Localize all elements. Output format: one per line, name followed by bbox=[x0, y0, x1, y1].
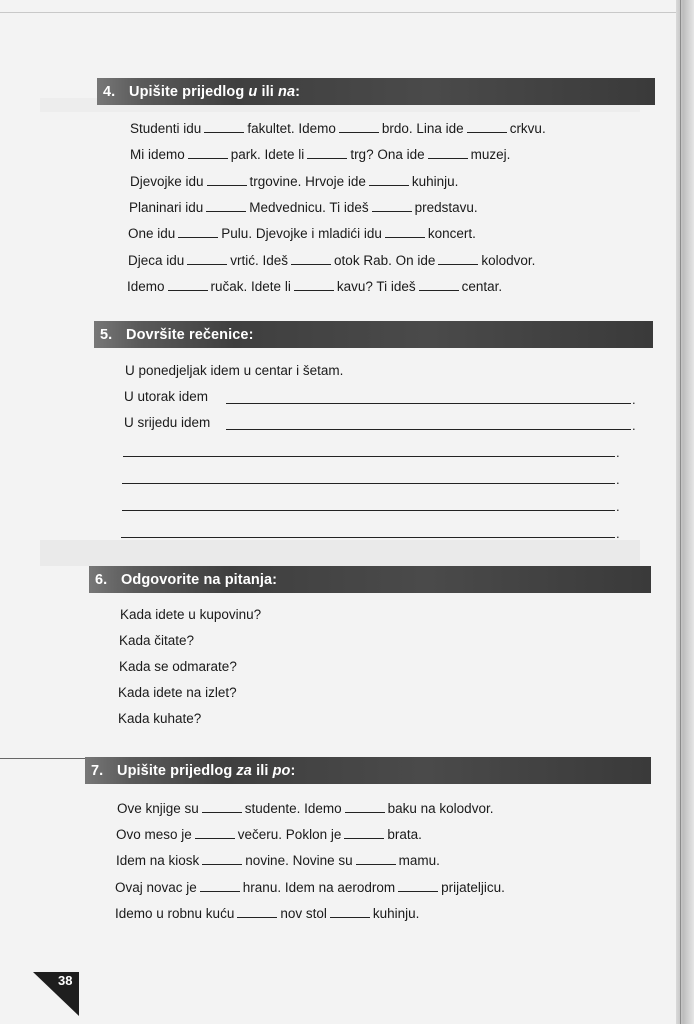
answer-blank[interactable] bbox=[356, 852, 396, 865]
sentence-line: Ove knjige su studente. Idemo baku na kolodvor. bbox=[117, 801, 494, 816]
answer-blank[interactable] bbox=[207, 173, 247, 186]
question-text: Kada čitate? bbox=[119, 633, 195, 648]
answer-line[interactable] bbox=[226, 403, 631, 404]
question-text: Kada idete u kupovinu? bbox=[120, 607, 262, 622]
answer-blank[interactable] bbox=[372, 199, 412, 212]
sentence-line: Idem na kiosk novine. Novine su mamu. bbox=[116, 853, 440, 868]
answer-blank[interactable] bbox=[188, 146, 228, 159]
answer-blank[interactable] bbox=[200, 879, 240, 892]
page-top-rule bbox=[0, 12, 676, 13]
answer-blank[interactable] bbox=[330, 905, 370, 918]
answer-blank[interactable] bbox=[178, 225, 218, 238]
answer-line[interactable] bbox=[122, 483, 615, 484]
question-text: Kada kuhate? bbox=[118, 711, 202, 726]
sentence-line: Djeca idu vrtić. Ideš otok Rab. On ide kolodvor. bbox=[128, 253, 536, 268]
answer-blank[interactable] bbox=[202, 800, 242, 813]
line-period: . bbox=[632, 392, 636, 407]
answer-blank[interactable] bbox=[438, 252, 478, 265]
exercise-6-header bbox=[89, 566, 651, 593]
sentence-line: Djevojke idu trgovine. Hrvoje ide kuhinju. bbox=[130, 174, 459, 189]
answer-blank[interactable] bbox=[204, 120, 244, 133]
exercise-number: 7. bbox=[91, 762, 104, 779]
sentence-line: One idu Pulu. Djevojke i mladići idu koncert. bbox=[128, 226, 476, 241]
sentence-line: Studenti idu fakultet. Idemo brdo. Lina ide crkvu. bbox=[130, 121, 546, 136]
exercise-number: 5. bbox=[100, 326, 113, 343]
answer-blank[interactable] bbox=[339, 120, 379, 133]
line-period: . bbox=[616, 526, 620, 541]
answer-line[interactable] bbox=[121, 537, 615, 538]
answer-blank[interactable] bbox=[467, 120, 507, 133]
sentence-line: Planinari idu Medvednicu. Ti ideš predstavu. bbox=[129, 200, 478, 215]
exercise-5-header bbox=[94, 321, 653, 348]
answer-blank[interactable] bbox=[195, 826, 235, 839]
exercise-title: Dovršite rečenice: bbox=[126, 326, 254, 343]
answer-blank[interactable] bbox=[428, 146, 468, 159]
exercise-title: Upišite prijedlog u ili na: bbox=[129, 83, 301, 100]
exercise-number: 6. bbox=[95, 571, 108, 588]
question-text: Kada se odmarate? bbox=[119, 659, 237, 674]
exercise-title: Odgovorite na pitanja: bbox=[121, 571, 278, 588]
line-period: . bbox=[632, 418, 636, 433]
page-number: 38 bbox=[58, 973, 73, 988]
sentence-line: Ovo meso je večeru. Poklon je brata. bbox=[116, 827, 422, 842]
prompt-label: U srijedu idem bbox=[124, 415, 211, 430]
example-sentence: U ponedjeljak idem u centar i šetam. bbox=[125, 363, 344, 378]
exercise-title: Upišite prijedlog za ili po: bbox=[117, 762, 296, 779]
sentence-line: Mi idemo park. Idete li trg? Ona ide muzej. bbox=[130, 147, 511, 162]
answer-blank[interactable] bbox=[291, 252, 331, 265]
answer-blank[interactable] bbox=[344, 826, 384, 839]
page-number-badge bbox=[33, 972, 79, 1016]
answer-blank[interactable] bbox=[398, 879, 438, 892]
answer-line[interactable] bbox=[226, 429, 631, 430]
prompt-label: U utorak idem bbox=[124, 389, 209, 404]
page-edge-shadow bbox=[676, 0, 694, 1024]
answer-line[interactable] bbox=[123, 456, 615, 457]
exercise-number: 4. bbox=[103, 83, 116, 100]
answer-blank[interactable] bbox=[345, 800, 385, 813]
answer-blank[interactable] bbox=[202, 852, 242, 865]
answer-blank[interactable] bbox=[168, 278, 208, 291]
answer-blank[interactable] bbox=[294, 278, 334, 291]
answer-blank[interactable] bbox=[307, 146, 347, 159]
line-period: . bbox=[616, 499, 620, 514]
bleed-through-shadow bbox=[40, 540, 640, 566]
answer-blank[interactable] bbox=[237, 905, 277, 918]
answer-blank[interactable] bbox=[369, 173, 409, 186]
exercise-4-header bbox=[97, 78, 655, 105]
answer-blank[interactable] bbox=[187, 252, 227, 265]
answer-blank[interactable] bbox=[206, 199, 246, 212]
answer-blank[interactable] bbox=[385, 225, 425, 238]
question-text: Kada idete na izlet? bbox=[118, 685, 237, 700]
sentence-line: Idemo ručak. Idete li kavu? Ti ideš centar. bbox=[127, 279, 503, 294]
exercise-7-header bbox=[85, 757, 651, 784]
line-period: . bbox=[616, 445, 620, 460]
line-period: . bbox=[616, 472, 620, 487]
sentence-line: Idemo u robnu kuću nov stol kuhinju. bbox=[115, 906, 420, 921]
sentence-line: Ovaj novac je hranu. Idem na aerodrom prijateljicu. bbox=[115, 880, 505, 895]
answer-blank[interactable] bbox=[419, 278, 459, 291]
answer-line[interactable] bbox=[122, 510, 615, 511]
